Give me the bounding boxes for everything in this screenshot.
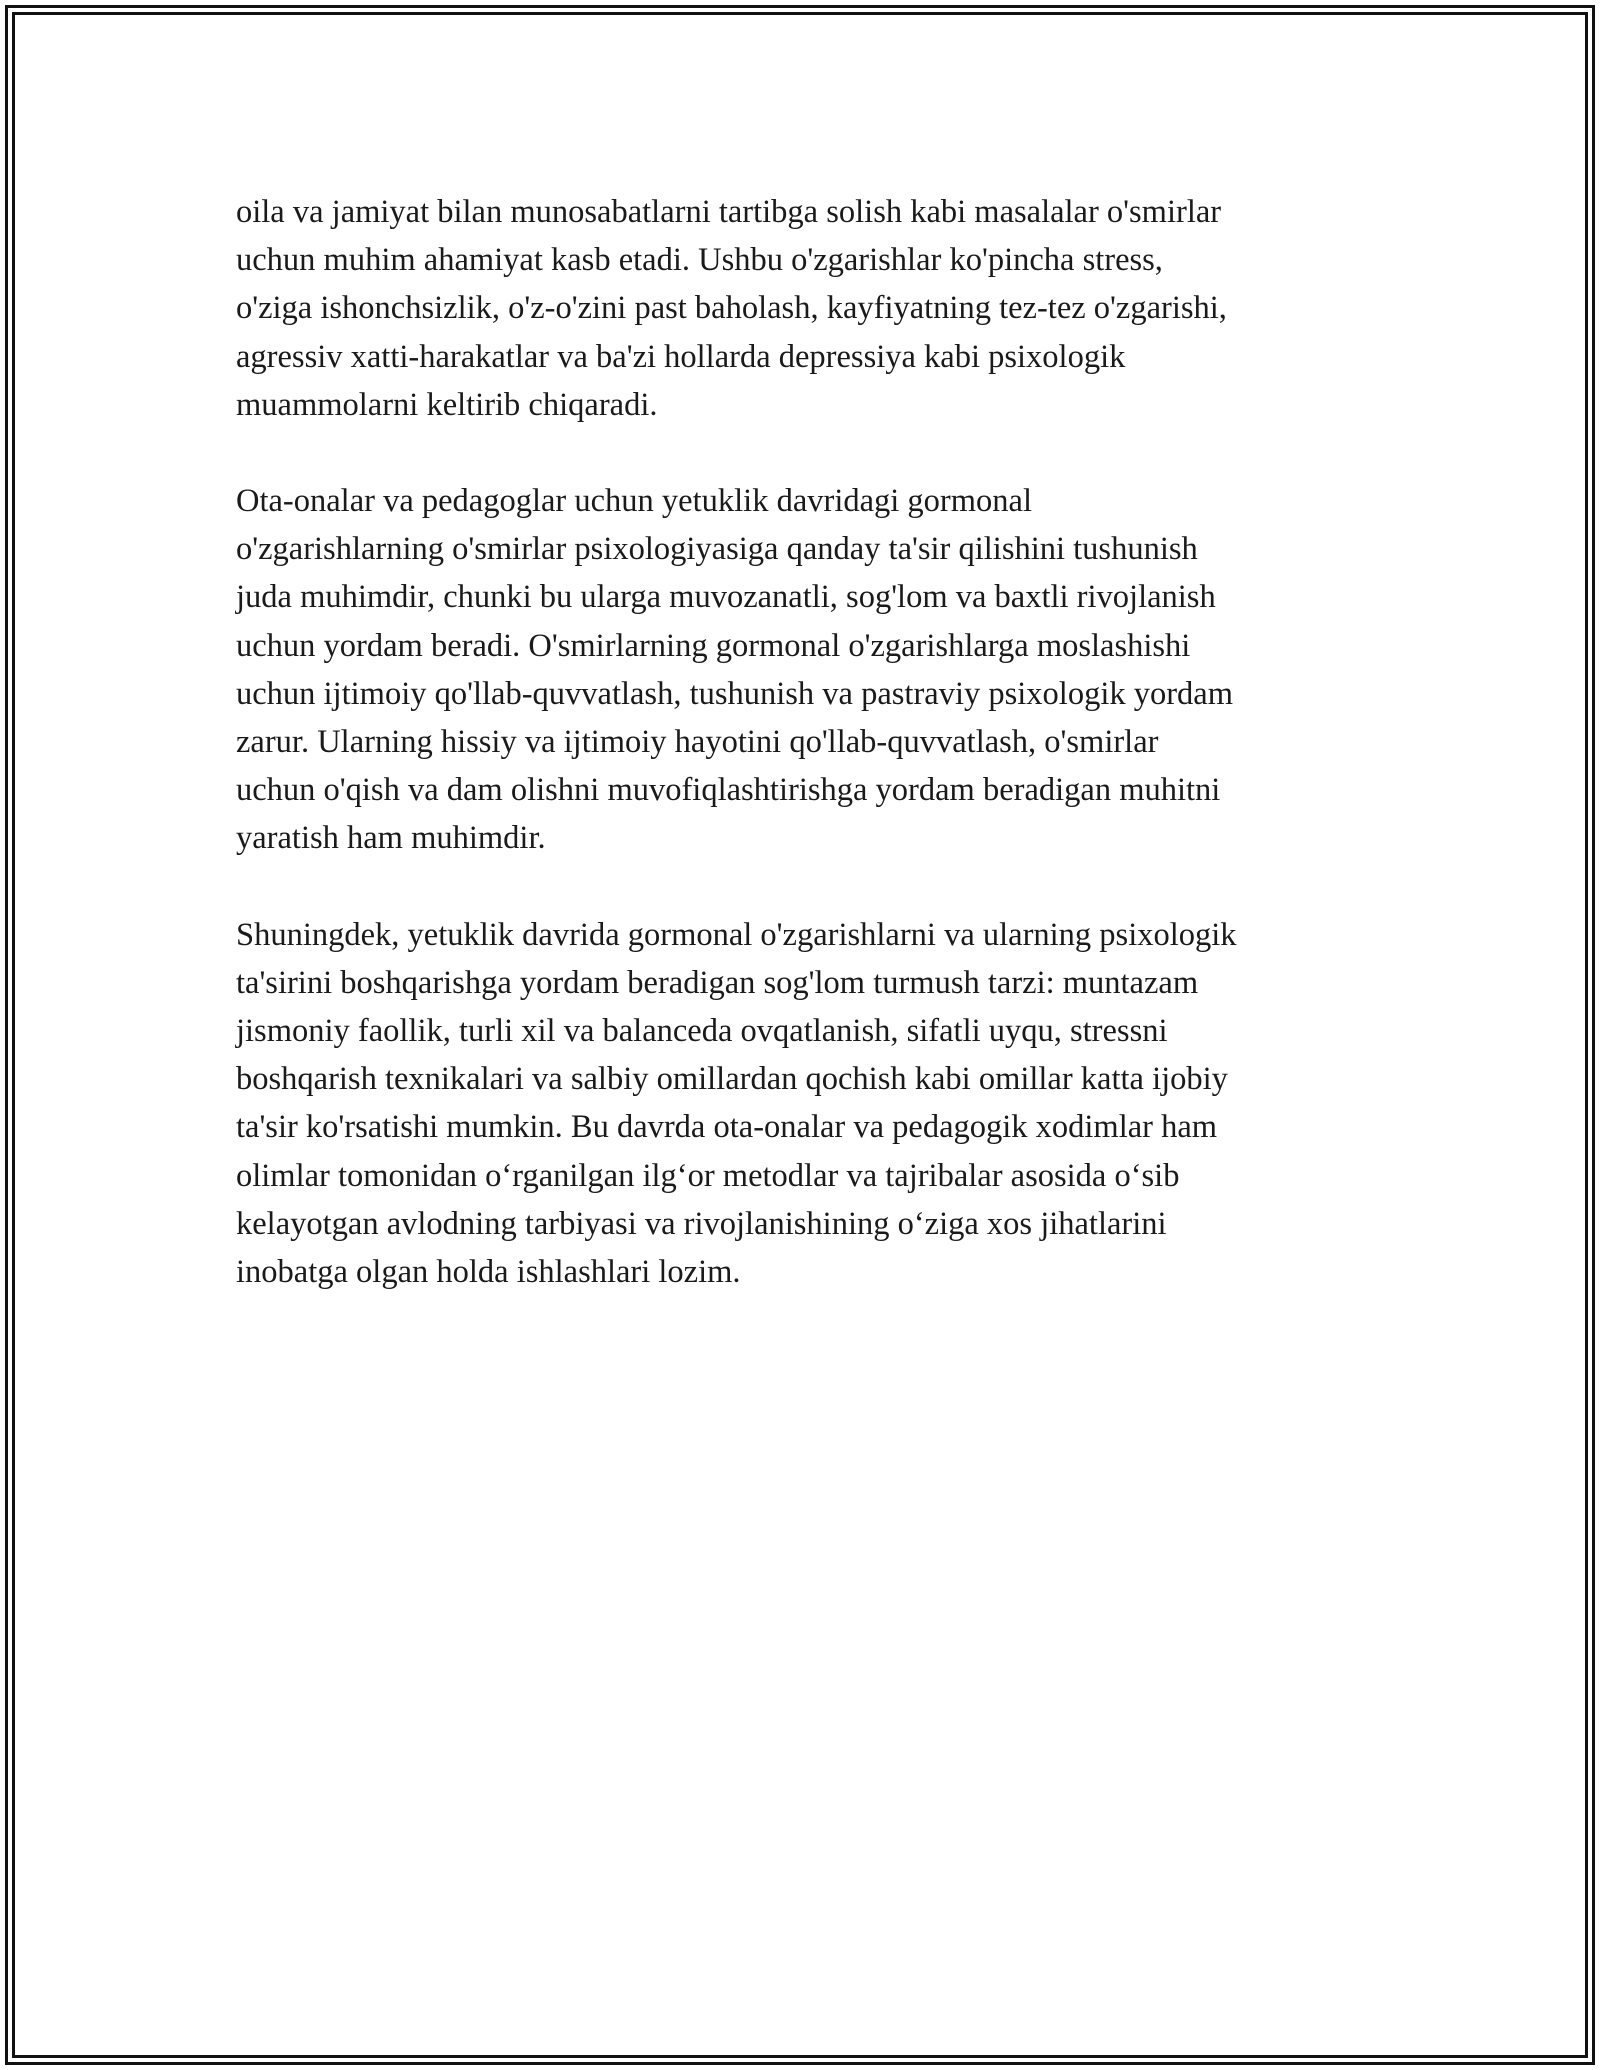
text-line: Shuningdek, yetuklik davrida gormonal o'zgarishlarni va ularning psixologik [236,916,1237,953]
text-line: jismoniy faollik, turli xil va balanceda ovqatlanish, sifatli uyqu, stressni [236,1013,1168,1050]
text-line: boshqarish texnikalari va salbiy omillardan qochish kabi omillar katta ijobiy [236,1061,1228,1098]
text-line: inobatga olgan holda ishlashlari lozim. [236,1254,741,1291]
text-line: uchun yordam beradi. O'smirlarning gormonal o'zgarishlarga moslashishi [236,627,1191,664]
text-line: agressiv xatti-harakatlar va ba'zi hollarda depressiya kabi psixologik [236,338,1126,375]
document-body [236,188,1386,1344]
text-line: uchun ijtimoiy qo'llab-quvvatlash, tushunish va pastraviy psixologik yordam [236,675,1233,712]
text-line: kelayotgan avlodning tarbiyasi va rivojlanishining o‘ziga xos jihatlarini [236,1205,1167,1242]
text-line: o'ziga ishonchsizlik, o'z-o'zini past baholash, kayfiyatning tez-tez o'zgarishi, [236,290,1227,327]
text-line: ta'sirini boshqarishga yordam beradigan sog'lom turmush tarzi: muntazam [236,964,1199,1001]
paragraph-1 [236,188,1386,429]
text-line: o'zgarishlarning o'smirlar psixologiyasiga qanday ta'sir qilishini tushunish [236,531,1198,568]
text-line: Ota-onalar va pedagoglar uchun yetuklik davridagi gormonal [236,483,1032,520]
text-line: zarur. Ularning hissiy va ijtimoiy hayotini qo'llab-quvvatlash, o'smirlar [236,724,1159,761]
text-line: ta'sir ko'rsatishi mumkin. Bu davrda ota-onalar va pedagogik xodimlar ham [236,1109,1218,1146]
paragraph-3 [236,911,1386,1297]
text-line: uchun muhim ahamiyat kasb etadi. Ushbu o'zgarishlar ko'pincha stress, [236,242,1163,279]
text-line: yaratish ham muhimdir. [236,820,546,857]
text-line: olimlar tomonidan o‘rganilgan ilg‘or metodlar va tajribalar asosida o‘sib [236,1157,1180,1194]
text-line: oila va jamiyat bilan munosabatlarni tartibga solish kabi masalalar o'smirlar [236,194,1222,230]
text-line: juda muhimdir, chunki bu ularga muvozanatli, sog'lom va baxtli rivojlanish [236,579,1216,616]
paragraph-2 [236,477,1386,863]
text-line: muammolarni keltirib chiqaradi. [236,386,658,423]
text-line: uchun o'qish va dam olishni muvofiqlashtirishga yordam beradigan muhitni [236,772,1221,809]
